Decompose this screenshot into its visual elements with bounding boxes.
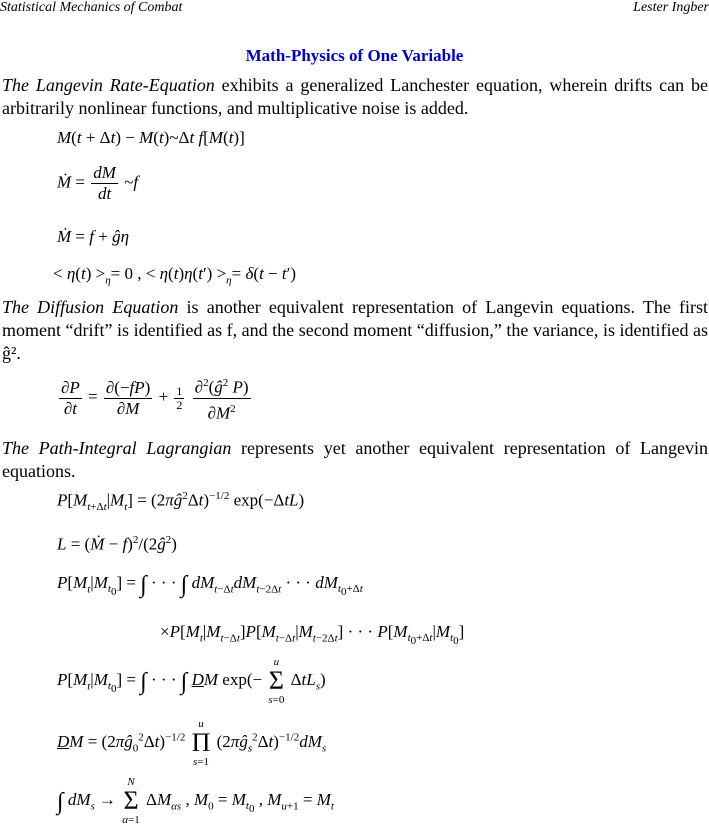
- diffusion-term: The Diffusion Equation: [2, 297, 179, 317]
- equation-8: $P[M_t|M_{t_0}]$ = ∫ · · · ∫ $dM_{t-\Delta t}dM_{t-2\Delta t}$ · · · $dM_{t_0+\Delta t}$: [57, 572, 363, 599]
- langevin-paragraph: [2, 74, 708, 120]
- equation-1: M(t + Δt) − M(t)~Δt f[M(t)]: [57, 128, 245, 147]
- equation-10: DM = $(2\pi ĝ_0^2\Delta t)^{-1/2}$ u Π s=1 $(2\pi ĝ_s^2\Delta t)^{-1/2}dM_s$: [57, 718, 327, 768]
- equation-7: L = (Ṁ − $f)^2/(2ĝ^2)$: [57, 534, 177, 554]
- running-header-title: Statistical Mechanics of Combat: [0, 0, 183, 15]
- equation-9: $P[M_t|M_{t_0}]$ = ∫ · · · ∫ DM exp(− u Σ s=0 ΔtL$_s$): [57, 656, 326, 706]
- diffusion-text: is another equivalent representation of Langevin equations. The first moment “drift” is identified as f, and the second moment “diffusion,” the variance, is identified as ĝ².: [2, 297, 708, 363]
- section-title: Math-Physics of One Variable: [245, 46, 464, 65]
- running-header-author: Lester Ingber: [633, 0, 709, 15]
- langevin-text: exhibits a generalized Lanchester equation, wherein drifts can be arbitrarily nonlinear functions, and multiplicative noise is added.: [2, 75, 709, 118]
- equation-2: Ṁ = $\frac{dM}{dt}$ ~f: [57, 163, 139, 203]
- equation-5: $\frac{\partial P}{\partial t}$ = $\frac{\partial(-fP)}{\partial M}$ + $\frac{1}{2}$ $\frac{\partial^2(ĝ^2 P)}{\partial M^2}$: [57, 373, 253, 423]
- lagrangian-term: The Path-Integral Lagrangian: [2, 438, 232, 458]
- lagrangian-text: represents yet another equivalent representation of Langevin equations.: [2, 438, 708, 481]
- equation-6: $P[M_{t+\Delta t}|M_t]$ = $(2\pi ĝ^2\Delta t)^{-1/2}$ exp(−ΔtL): [57, 490, 305, 514]
- equation-11: ∫ $dM_s$ → N Σ α=1 $\Delta M_{\alpha s}$ , $M_0 = M_{t_0}$ , $M_{u+1} = M_t$: [57, 776, 334, 826]
- diffusion-paragraph: [2, 296, 708, 365]
- langevin-term: The Langevin Rate-Equation: [2, 75, 215, 95]
- equation-4: < $\eta(t) >_\eta= 0$ , < $\eta(t)\eta(t') >_\eta= \delta(t - t')$: [53, 264, 297, 287]
- equation-8-continued: $\times P[M_t|M_{t-\Delta t}]P[M_{t-\Delta t}|M_{t-2\Delta t}]$ · · · $P[M_{t_0+\Delta t}|M_{t_0}]$: [160, 622, 465, 648]
- equation-3: Ṁ = f + ĝη: [57, 227, 130, 246]
- lagrangian-paragraph: [2, 437, 708, 483]
